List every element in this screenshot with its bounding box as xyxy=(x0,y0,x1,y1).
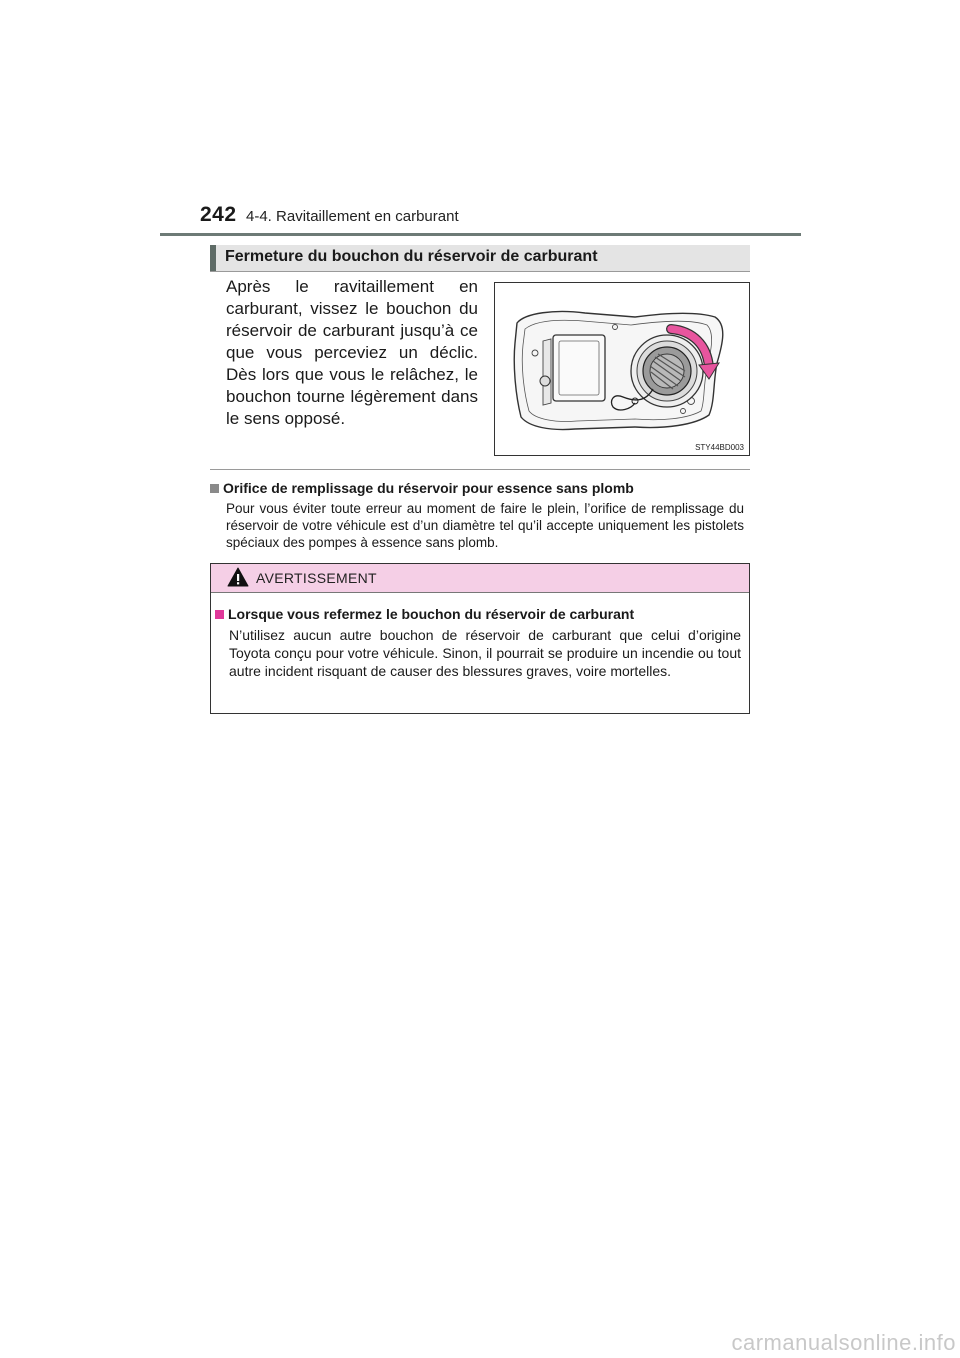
note-heading xyxy=(210,480,634,496)
section-heading xyxy=(210,245,750,272)
page-number: 242 xyxy=(200,203,237,226)
intro-paragraph: Après le ravitaillement en carburant, vissez le bouchon du réservoir de carburant jusqu’à ce que vous perceviez un déclic. Dès lors que vous le relâchez, le bouchon tourne légèrement dans le sens opposé. xyxy=(226,277,478,428)
warning-title: Lorsque vous refermez le bouchon du réservoir de carburant xyxy=(228,606,635,622)
warning-subheading xyxy=(215,606,634,622)
note-paragraph: Pour vous éviter toute erreur au moment de faire le plein, l’orifice de remplissage du réservoir de votre véhicule est d’un diamètre tel qu’il accepte uniquement les pistolets spéciaux des pompes à essence sans plomb. xyxy=(226,501,744,550)
section-divider xyxy=(210,469,750,470)
section-heading-bar xyxy=(210,245,216,271)
header-rule xyxy=(160,233,801,236)
fuel-cap-illustration xyxy=(494,282,750,456)
warning-header-text: AVERTISSEMENT xyxy=(256,570,377,586)
warning-box xyxy=(210,563,750,714)
section-heading-text: Fermeture du bouchon du réservoir de carburant xyxy=(225,248,598,265)
fuel-door-drawing xyxy=(495,283,749,455)
bullet-square-icon xyxy=(215,610,224,619)
warning-header xyxy=(211,564,749,593)
figure-code: STY44BD003 xyxy=(695,443,744,452)
warning-paragraph: N’utilisez aucun autre bouchon de réservoir de carburant que celui d’origine Toyota conçu pour votre véhicule. Sinon, il pourrait se produire un incendie ou tout autre incident risquant de causer des blessures graves, voire mortelles. xyxy=(229,627,741,679)
bullet-square-icon xyxy=(210,484,219,493)
watermark-text: carmanualsonline.info xyxy=(731,1330,956,1355)
note-title: Orifice de remplissage du réservoir pour essence sans plomb xyxy=(223,480,634,496)
warning-triangle-icon xyxy=(227,567,249,587)
chapter-title: 4-4. Ravitaillement en carburant xyxy=(246,208,459,225)
